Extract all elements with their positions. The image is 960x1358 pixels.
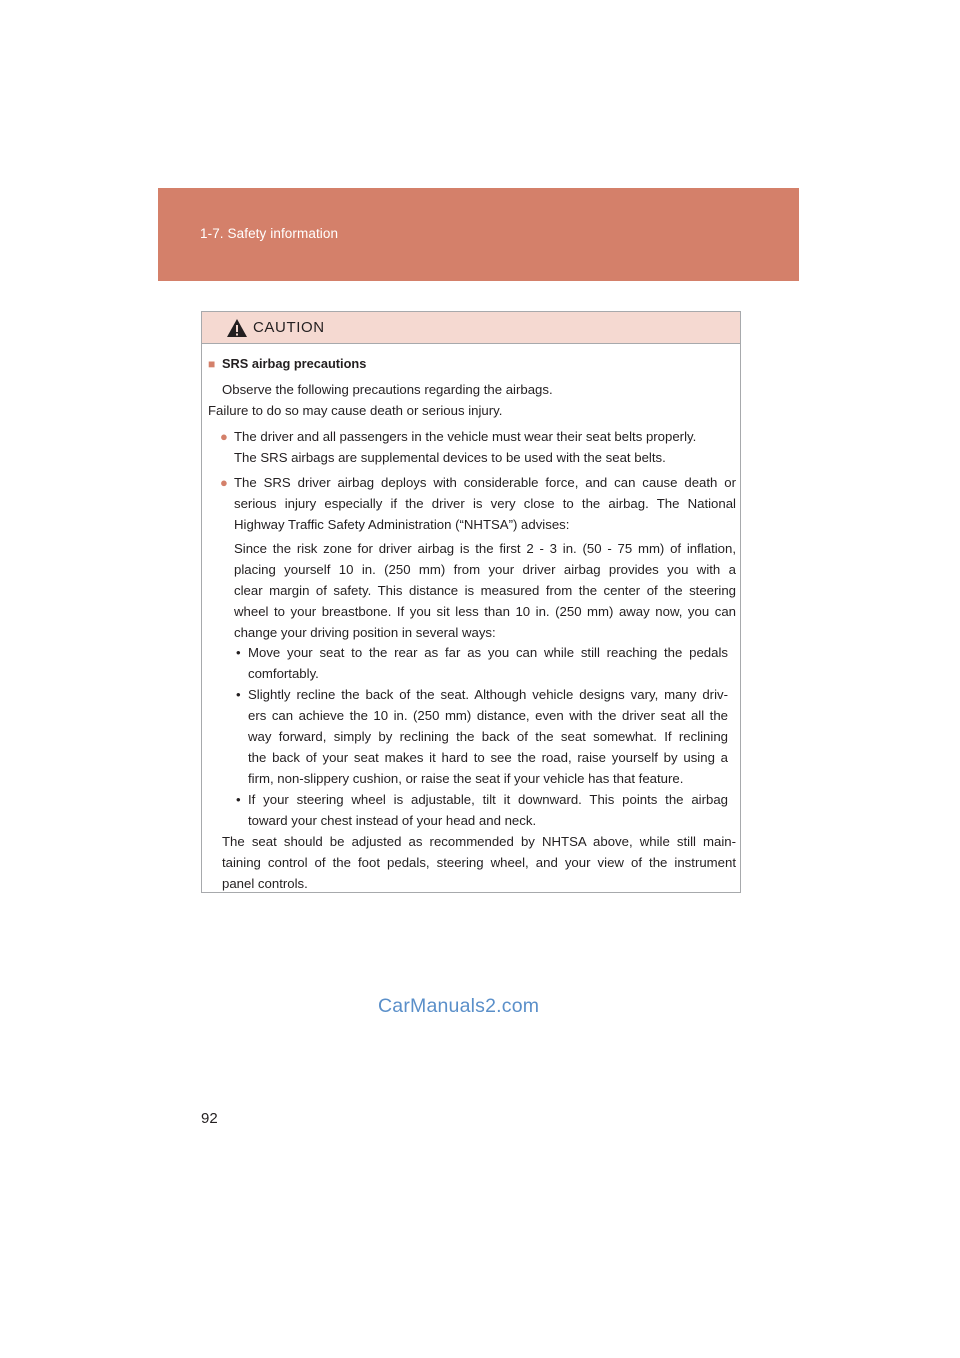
sub-bullet-line: comfortably.	[248, 666, 319, 681]
bullet-line: The driver and all passengers in the vehicle must wear their seat belts properly.	[234, 429, 697, 444]
heading-marker: ■	[208, 357, 216, 371]
page-number: 92	[201, 1110, 218, 1127]
sub-bullet-line: If your steering wheel is adjustable, tilt it downward. This points the airbag	[248, 792, 728, 807]
bullet-line: The SRS driver airbag deploys with considerable force, and can cause death or	[234, 475, 736, 490]
section-title: 1-7. Safety information	[200, 226, 339, 241]
closing-line: taining control of the foot pedals, steering wheel, and your view of the instrument	[222, 855, 736, 870]
nhtsa-line: change your driving position in several ways:	[234, 625, 496, 640]
nhtsa-line: Since the risk zone for driver airbag is the first 2 - 3 in. (50 - 75 mm) of inflation,	[234, 541, 736, 556]
nhtsa-line: placing yourself 10 in. (250 mm) from your driver airbag provides you with a	[234, 562, 736, 577]
sub-bullet-line: the back of your seat makes it hard to see the road, raise yourself by using a	[248, 750, 728, 765]
sub-bullet-line: firm, non-slippery cushion, or raise the seat if your vehicle has that feature.	[248, 771, 684, 786]
caution-header	[202, 312, 740, 344]
section-heading: SRS airbag precautions	[222, 356, 367, 371]
sub-bullet-line: Move your seat to the rear as far as you can while still reaching the pedals	[248, 645, 728, 660]
sub-bullet-marker: •	[236, 645, 241, 660]
sub-bullet-marker: •	[236, 792, 241, 807]
watermark-link[interactable]: CarManuals2.com	[378, 995, 540, 1017]
bullet-marker: ●	[220, 429, 228, 444]
sub-bullet-marker: •	[236, 687, 241, 702]
intro-line: Failure to do so may cause death or serious injury.	[208, 403, 503, 418]
bullet-line: serious injury especially if the driver is very close to the airbag. The National	[234, 496, 736, 511]
warning-triangle-icon	[226, 318, 248, 338]
sub-bullet-line: ers can achieve the 10 in. (250 mm) distance, even with the driver seat all the	[248, 708, 728, 723]
sub-bullet-line: Slightly recline the back of the seat. Although vehicle designs vary, many driv-	[248, 687, 728, 702]
nhtsa-line: wheel to your breastbone. If you sit less than 10 in. (250 mm) away now, you can	[234, 604, 736, 619]
caution-label: CAUTION	[253, 319, 325, 336]
closing-line: panel controls.	[222, 876, 308, 891]
bullet-line: The SRS airbags are supplemental devices to be used with the seat belts.	[234, 450, 666, 465]
bullet-marker: ●	[220, 475, 228, 490]
nhtsa-line: clear margin of safety. This distance is measured from the center of the steering	[234, 583, 736, 598]
bullet-line: Highway Traffic Safety Administration (“NHTSA”) advises:	[234, 517, 570, 532]
sub-bullet-line: toward your chest instead of your head and neck.	[248, 813, 537, 828]
caution-box	[201, 311, 741, 893]
intro-line: Observe the following precautions regarding the airbags.	[222, 382, 553, 397]
closing-line: The seat should be adjusted as recommended by NHTSA above, while still main-	[222, 834, 736, 849]
sub-bullet-line: way forward, simply by reclining the back of the seat somewhat. If reclining	[248, 729, 728, 744]
